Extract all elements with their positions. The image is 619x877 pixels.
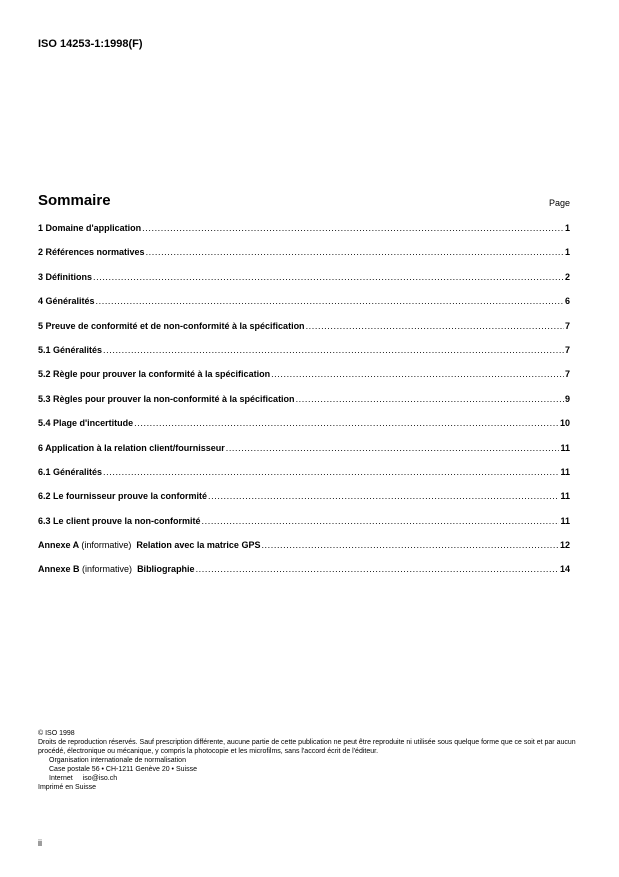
toc-leader: [142, 223, 564, 233]
toc-entry-page: 10: [559, 418, 570, 429]
toc-entry-2[interactable]: [38, 247, 570, 271]
toc-entry-label: 5.3 Règles pour prouver la non-conformité à la spécification: [38, 393, 295, 404]
annex-prefix: Annexe A: [38, 540, 79, 551]
toc-entry-6-1[interactable]: [38, 467, 570, 491]
printed-in: Imprimé en Suisse: [38, 784, 96, 791]
toc-leader: [103, 345, 564, 355]
toc-leader: [271, 369, 564, 379]
copyright-line: © ISO 1998: [38, 730, 75, 737]
toc-entry-6-3[interactable]: [38, 516, 570, 540]
toc-entry-4[interactable]: [38, 296, 570, 320]
toc-leader: [93, 272, 564, 282]
toc-entry-annex-a[interactable]: [38, 540, 570, 564]
toc-leader: [103, 467, 559, 477]
table-of-contents: [38, 223, 570, 589]
toc-entry-page: 11: [560, 466, 570, 477]
toc-entry-label: 5 Preuve de conformité et de non-conformité à la spécification: [38, 320, 305, 331]
toc-entry-label: 5.4 Plage d'incertitude: [38, 418, 134, 429]
toc-entry-label: 4 Généralités: [38, 296, 95, 307]
toc-leader: [134, 418, 559, 428]
toc-entry-page: 12: [559, 540, 570, 551]
toc-entry-page: 11: [560, 442, 570, 453]
toc-entry-page: 11: [560, 515, 570, 526]
toc-entry-label: 2 Références normatives: [38, 247, 145, 258]
toc-leader: [208, 491, 559, 501]
toc-entry-5-3[interactable]: [38, 394, 570, 418]
toc-entry-annex-b[interactable]: [38, 564, 570, 588]
postal-address: Case postale 56 • CH-1211 Genève 20 • Suisse: [49, 766, 197, 773]
toc-title: Sommaire: [38, 192, 111, 209]
internet-label: Internet: [49, 775, 73, 782]
annex-prefix: Annexe B: [38, 564, 80, 575]
toc-entry-page: 9: [564, 393, 570, 404]
toc-entry-3[interactable]: [38, 272, 570, 296]
toc-entry-label: 5.1 Généralités: [38, 344, 103, 355]
toc-entry-5-1[interactable]: [38, 345, 570, 369]
toc-leader: [226, 443, 560, 453]
toc-entry-page: 2: [564, 271, 570, 282]
document-id: ISO 14253-1:1998(F): [38, 38, 143, 50]
toc-entry-page: 11: [560, 491, 570, 502]
toc-entry-label: 3 Définitions: [38, 271, 93, 282]
toc-entry-6-2[interactable]: [38, 491, 570, 515]
toc-leader: [202, 516, 560, 526]
toc-entry-label: 6.3 Le client prouve la non-conformité: [38, 515, 201, 526]
toc-leader: [261, 540, 559, 550]
toc-page-label: Page: [548, 198, 570, 208]
toc-entry-page: 1: [564, 223, 570, 233]
toc-entry-5-2[interactable]: [38, 369, 570, 393]
toc-entry-5-4[interactable]: [38, 418, 570, 442]
toc-entry-page: 7: [564, 344, 570, 355]
toc-leader: [146, 247, 564, 257]
toc-entry-label: [38, 540, 260, 550]
toc-entry-label: 1 Domaine d'application: [38, 223, 142, 233]
rights-statement: Droits de reproduction réservés. Sauf prescription différente, aucune partie de cette publication ne peut être reproduite ni utilisée sous quelque forme que ce soit et par aucun procédé, électronique ou mécanique, y compris la photocopie et les microfilms, sans l'accord écrit de l'éditeur.: [38, 739, 576, 755]
toc-leader: [196, 564, 559, 574]
toc-entry-6[interactable]: [38, 443, 570, 467]
annex-title: Relation avec la matrice GPS: [136, 540, 261, 551]
toc-entry-page: 7: [564, 369, 570, 380]
toc-leader: [296, 394, 564, 404]
organization-name: Organisation internationale de normalisation: [49, 757, 186, 764]
toc-leader: [96, 296, 564, 306]
toc-entry-page: 1: [564, 247, 570, 258]
toc-entry-label: 6 Application à la relation client/fournisseur: [38, 442, 225, 453]
annex-note: (informative): [81, 540, 132, 551]
toc-entry-1[interactable]: [38, 223, 570, 247]
toc-entry-label: 5.2 Règle pour prouver la conformité à la spécification: [38, 369, 271, 380]
internet-email[interactable]: iso@iso.ch: [82, 775, 118, 782]
page-number: ii: [38, 838, 42, 848]
annex-note: (informative): [82, 564, 133, 575]
toc-entry-label: [38, 564, 195, 574]
copyright-notice: [38, 729, 578, 792]
toc-leader: [306, 321, 564, 331]
toc-entry-page: 6: [564, 296, 570, 307]
toc-entry-page: 14: [559, 564, 570, 575]
toc-entry-label: 6.2 Le fournisseur prouve la conformité: [38, 491, 208, 502]
toc-entry-page: 7: [564, 320, 570, 331]
annex-title: Bibliographie: [137, 564, 195, 575]
internet-line: [38, 774, 578, 783]
toc-entry-5[interactable]: [38, 321, 570, 345]
toc-entry-label: 6.1 Généralités: [38, 466, 103, 477]
